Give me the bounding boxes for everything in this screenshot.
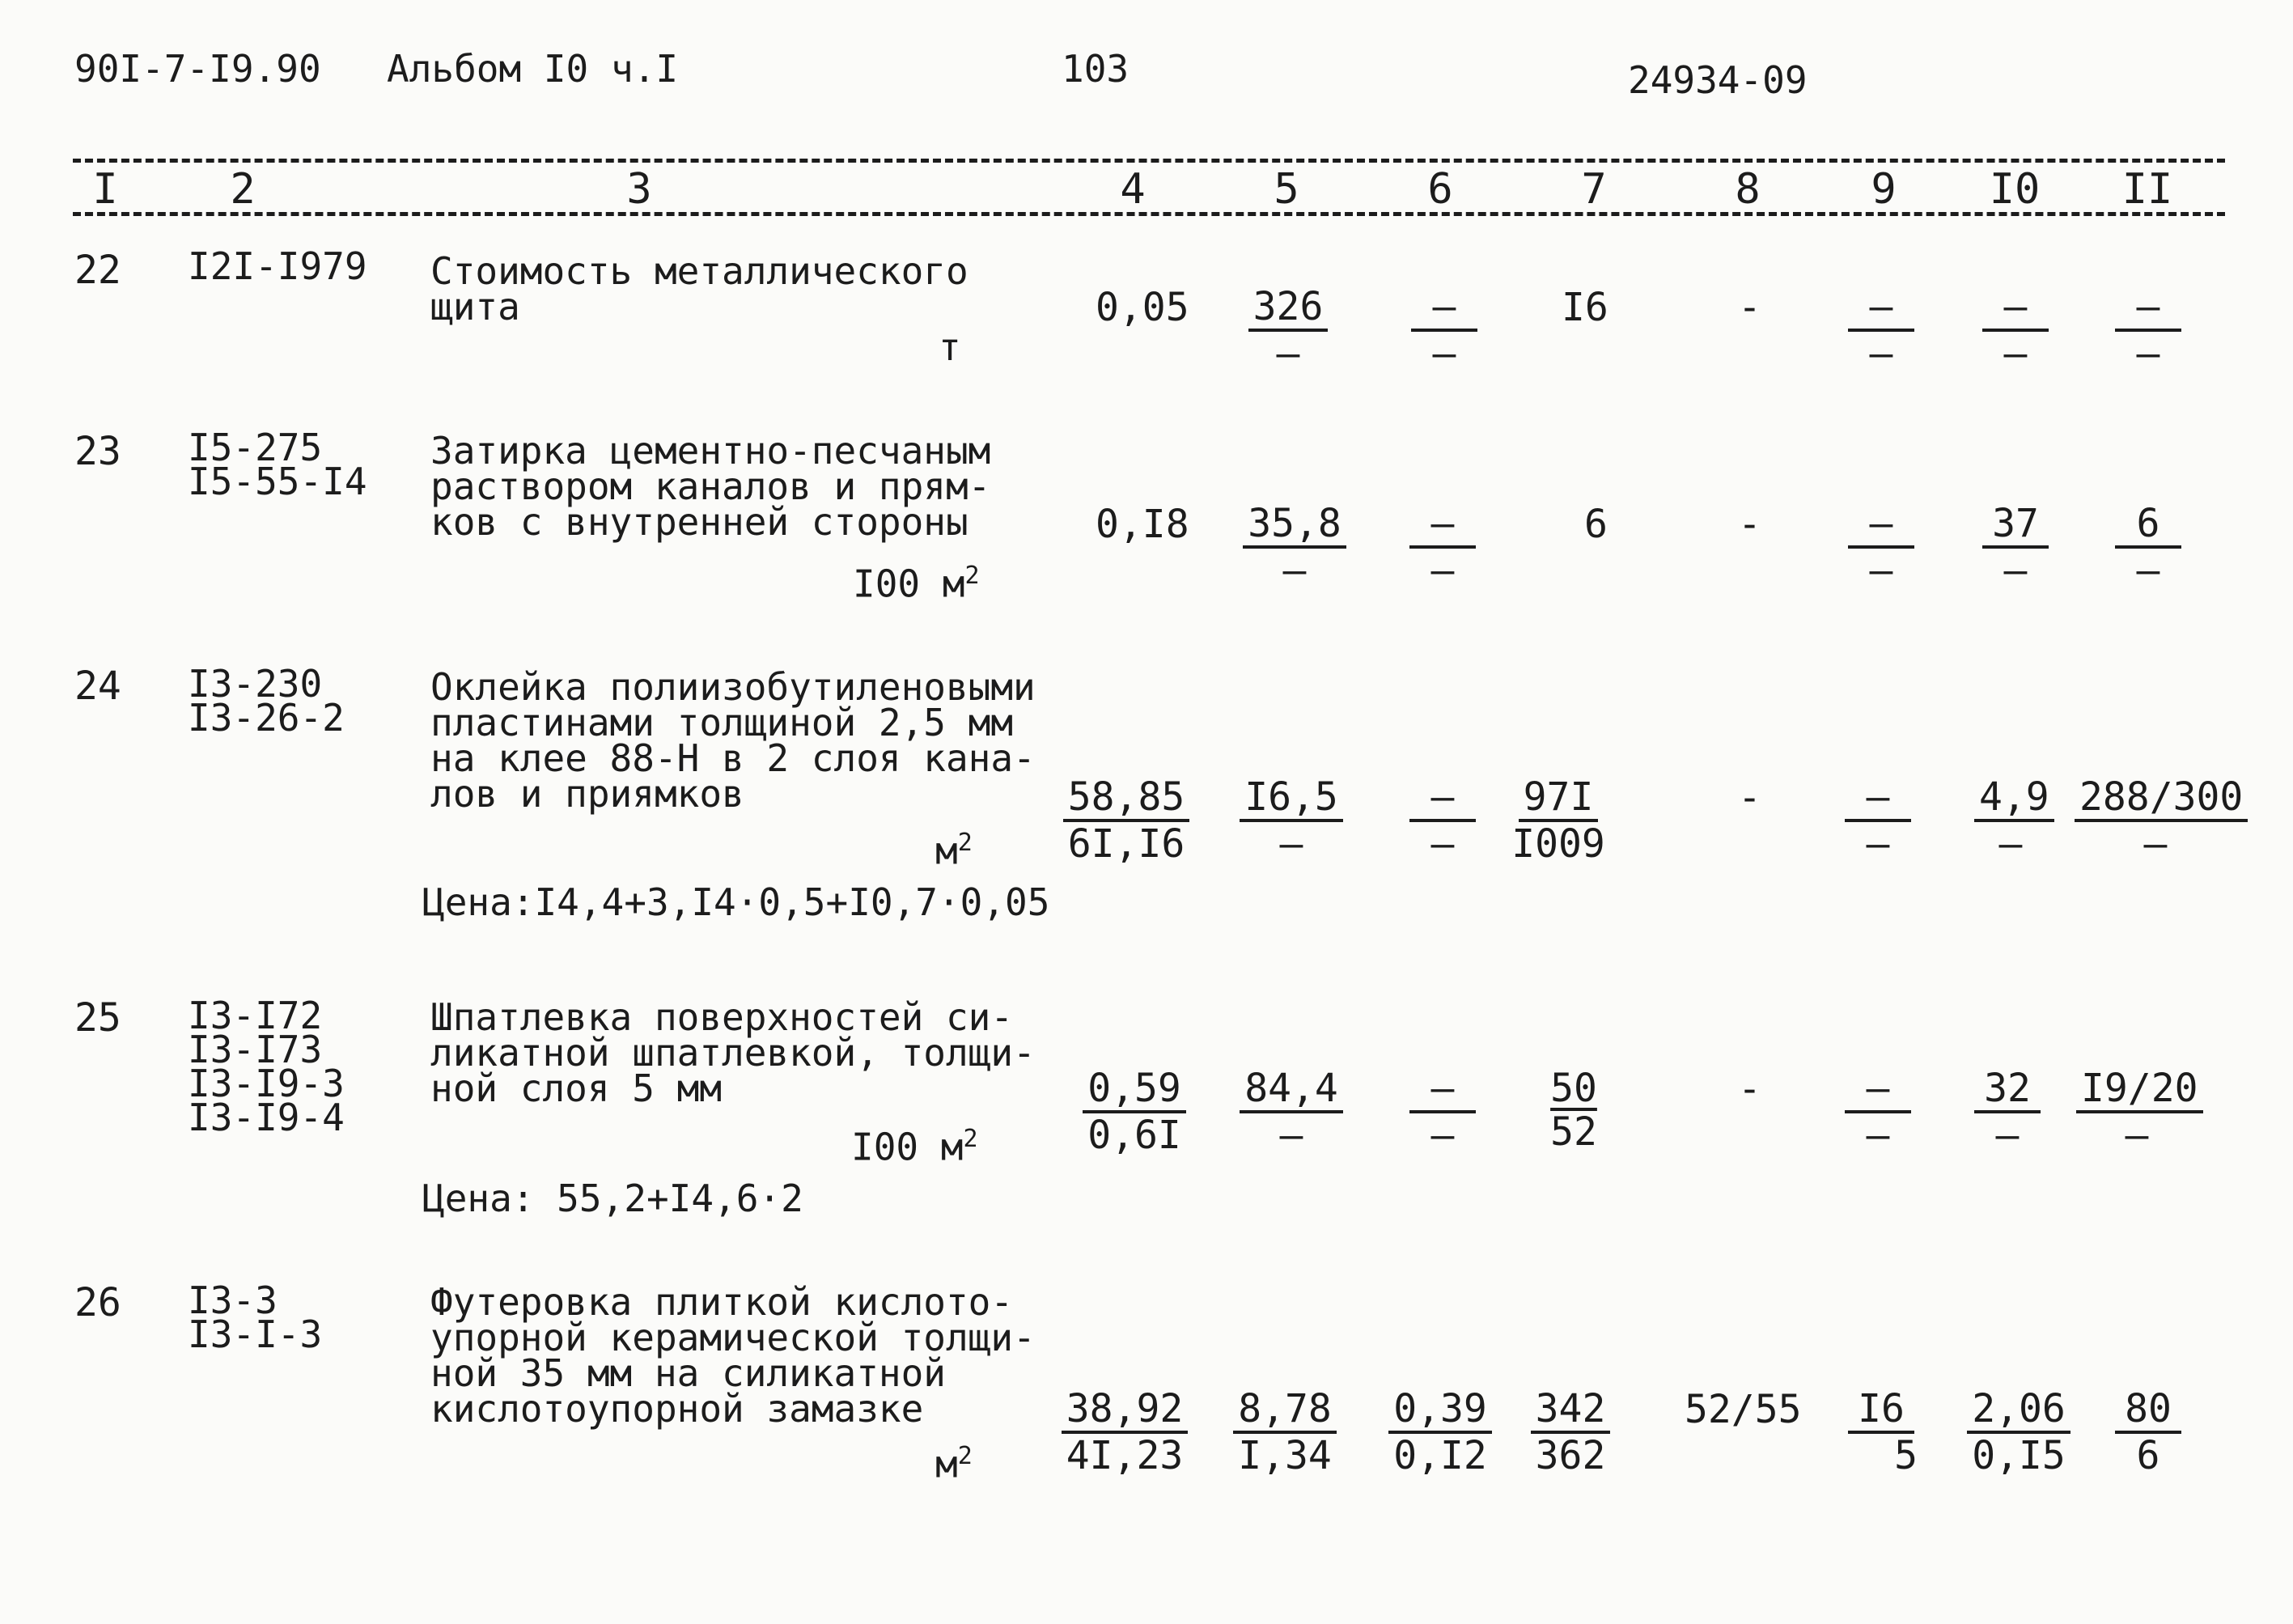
row-desc-line: Футеровка плиткой кислото-	[430, 1280, 1014, 1324]
cell-c9	[1842, 775, 1914, 866]
cell-numerator: 0,39	[1388, 1387, 1492, 1434]
cell-denominator: –	[2136, 548, 2160, 593]
row-number: 24	[74, 664, 121, 709]
cell-c6	[1406, 1066, 1479, 1157]
col-header: 4	[1120, 165, 1146, 214]
cell-numerator: 32	[1974, 1066, 2041, 1113]
cell-c4: 0,I8	[1096, 502, 1189, 547]
col-header: 2	[230, 165, 256, 214]
row-desc-line: упорной керамической толщи-	[430, 1316, 1036, 1359]
cell-numerator: I6	[1848, 1387, 1914, 1434]
row-desc-line: Оклейка полиизобутиленовыми	[430, 665, 1036, 709]
cell-denominator: 362	[1535, 1433, 1606, 1478]
cell-c8: -	[1738, 1066, 1761, 1112]
cell-denominator: –	[2003, 331, 2028, 376]
cell-c5	[1223, 285, 1353, 375]
col-header: 9	[1871, 165, 1897, 214]
cell-denominator: –	[1869, 548, 1893, 593]
col-header: 7	[1581, 165, 1607, 214]
cell-numerator: 80	[2115, 1387, 2181, 1434]
cell-numerator: –	[1409, 775, 1476, 822]
cell-c6	[1408, 285, 1481, 375]
cell-numerator: 288/300	[2075, 775, 2248, 822]
cell-denominator: –	[1276, 331, 1300, 376]
cell-denominator: 5	[1894, 1433, 1918, 1478]
cell-c11	[2112, 285, 2185, 375]
cell-denominator: 4I,23	[1066, 1433, 1184, 1478]
cell-c10	[1971, 1066, 2044, 1157]
cell-c5	[1227, 775, 1356, 866]
cell-denominator: 6	[2136, 1433, 2160, 1478]
row-code: I5-275	[188, 426, 323, 469]
header-top-rule	[73, 159, 2225, 163]
cell-c6	[1406, 502, 1479, 592]
album-label: Альбом I0 ч.I	[387, 47, 679, 91]
cell-c5	[1220, 1387, 1350, 1478]
cell-c4	[1060, 1387, 1189, 1478]
cell-numerator: –	[1848, 285, 1914, 332]
row-number: 25	[74, 995, 121, 1041]
cell-c10	[1979, 285, 2052, 375]
cell-c9	[1845, 285, 1918, 375]
col-header: I	[92, 165, 118, 214]
cell-numerator: 38,92	[1062, 1387, 1189, 1434]
row-desc-line: на клее 88-Н в 2 слоя кана-	[430, 736, 1036, 780]
cell-c5	[1227, 1066, 1356, 1157]
cell-denominator: 6I,I6	[1067, 821, 1185, 867]
cell-denominator: –	[1430, 821, 1455, 867]
row-desc-line: Шпатлевка поверхностей си-	[430, 995, 1014, 1039]
cell-c11	[2075, 774, 2244, 867]
row-desc-line: кислотоупорной замазке	[430, 1387, 924, 1431]
cell-denominator: I009	[1511, 821, 1605, 867]
cell-c8: -	[1738, 285, 1761, 330]
cell-c4: 0,05	[1096, 285, 1189, 330]
col-header: 6	[1427, 165, 1453, 214]
col-header: 5	[1274, 165, 1299, 214]
row-number: 26	[74, 1280, 121, 1325]
cell-numerator: 97I	[1519, 775, 1599, 822]
row-desc-line: ной слоя 5 мм	[430, 1066, 723, 1110]
cell-numerator: 50	[1550, 1066, 1597, 1111]
row-unit: т	[939, 325, 961, 369]
cell-denominator: 52	[1550, 1109, 1597, 1155]
cell-denominator: –	[1279, 821, 1303, 867]
cell-numerator: 84,4	[1240, 1066, 1343, 1113]
row-desc-line: ков с внутренней стороны	[430, 500, 968, 544]
row-number: 23	[74, 429, 121, 474]
cell-c6	[1375, 1387, 1505, 1478]
cell-denominator: 0,6I	[1087, 1113, 1181, 1158]
cell-c9	[1845, 502, 1918, 592]
cell-numerator: 8,78	[1233, 1387, 1337, 1434]
cell-numerator: I6,5	[1240, 775, 1343, 822]
cell-numerator: –	[1845, 775, 1911, 822]
row-desc-line: ной 35 мм на силикатной	[430, 1351, 946, 1395]
cell-c7	[1510, 1387, 1631, 1478]
row-desc-line: ликатной шпатлевкой, толщи-	[430, 1031, 1036, 1075]
cell-numerator: –	[2115, 285, 2181, 332]
cell-c10	[1974, 775, 2047, 866]
cell-c6	[1406, 775, 1479, 866]
cell-numerator: 342	[1531, 1387, 1611, 1434]
cell-numerator: –	[1848, 502, 1914, 549]
row-number: 22	[74, 248, 121, 293]
cell-numerator: 0,59	[1083, 1066, 1186, 1113]
cell-denominator: –	[2136, 331, 2160, 376]
cell-c5	[1230, 502, 1359, 592]
row-code: I3-3	[188, 1278, 278, 1322]
cell-denominator: –	[1995, 1113, 2020, 1158]
cell-denominator: –	[2143, 821, 2168, 867]
row-code: I3-I73	[188, 1028, 323, 1071]
cell-denominator: –	[1869, 331, 1893, 376]
row-desc-line: Затирка цементно-песчаным	[430, 429, 991, 473]
row-price-formula: Цена: 55,2+I4,6·2	[422, 1177, 803, 1220]
cell-denominator: –	[1279, 1113, 1303, 1158]
col-header: II	[2121, 165, 2173, 214]
row-unit: $м^2$	[935, 1442, 973, 1486]
cell-numerator: 58,85	[1063, 775, 1190, 822]
cell-numerator: I9/20	[2076, 1066, 2203, 1113]
col-header: 8	[1735, 165, 1761, 214]
row-desc-line: пластинами толщиной 2,5 мм	[430, 701, 1014, 744]
cell-numerator: 6	[2115, 502, 2181, 549]
cell-numerator: 2,06	[1967, 1387, 2070, 1434]
cell-denominator: 0,I5	[1972, 1433, 2066, 1478]
cell-numerator: 4,9	[1974, 775, 2054, 822]
row-desc-line: лов и приямков	[430, 772, 744, 816]
cell-denominator: –	[1866, 821, 1890, 867]
cell-c4	[1070, 1066, 1199, 1157]
cell-c8: -	[1738, 775, 1761, 820]
cell-numerator: 37	[1982, 502, 2049, 549]
cell-c9	[1845, 1387, 1918, 1478]
cell-c7	[1494, 775, 1623, 866]
cell-c11	[2112, 502, 2185, 592]
document-code: 90I-7-I9.90	[74, 47, 321, 91]
row-desc-line: раствором каналов и прям-	[430, 464, 991, 508]
cell-denominator: –	[1866, 1113, 1890, 1158]
row-code: I2I-I979	[188, 244, 367, 288]
cell-numerator: 326	[1248, 285, 1329, 332]
cell-denominator: –	[1430, 548, 1455, 593]
row-code: I3-I-3	[188, 1312, 323, 1356]
row-unit: $м^2$	[935, 829, 973, 873]
cell-c9	[1842, 1066, 1914, 1157]
row-code: I3-I9-3	[188, 1062, 345, 1105]
row-unit: I00 $м^2$	[851, 1125, 978, 1169]
cell-denominator: –	[2125, 1113, 2149, 1158]
cell-denominator: I,34	[1238, 1433, 1332, 1478]
row-price-formula: Цена:I4,4+3,I4·0,5+I0,7·0,05	[422, 880, 1050, 924]
cell-numerator: –	[1411, 285, 1477, 332]
cell-denominator: –	[2003, 548, 2028, 593]
cell-c7: I6	[1562, 285, 1608, 330]
cell-numerator: 35,8	[1243, 502, 1346, 549]
col-header: I0	[1989, 165, 2041, 214]
row-desc-line: Стоимость металлического	[430, 249, 968, 293]
cell-denominator: –	[1432, 331, 1456, 376]
row-code: I3-26-2	[188, 696, 345, 740]
cell-c10	[1979, 502, 2052, 592]
cell-c7	[1513, 1066, 1634, 1154]
cell-c11	[2112, 1387, 2185, 1478]
cell-denominator: –	[1430, 1113, 1455, 1158]
cell-numerator: –	[1845, 1066, 1911, 1113]
cell-numerator: –	[1409, 502, 1476, 549]
cell-c8: -	[1738, 502, 1761, 547]
cell-numerator: –	[1409, 1066, 1476, 1113]
page-number: 103	[1062, 47, 1130, 91]
cell-c10	[1958, 1387, 2079, 1478]
cell-c4	[1062, 775, 1191, 866]
inventory-number: 24934-09	[1628, 58, 1808, 102]
cell-denominator: –	[1998, 821, 2023, 867]
row-code: I5-55-I4	[188, 460, 367, 503]
col-header: 3	[626, 165, 652, 214]
cell-numerator: –	[1982, 285, 2049, 332]
cell-denominator: 0,I2	[1393, 1433, 1487, 1478]
row-code: I3-230	[188, 662, 323, 706]
row-unit: I00 $м^2$	[853, 562, 980, 606]
row-desc-line: щита	[430, 285, 520, 329]
cell-c11	[2076, 1066, 2198, 1157]
row-code: I3-I72	[188, 994, 323, 1037]
row-code: I3-I9-4	[188, 1096, 345, 1139]
cell-c7: 6	[1584, 502, 1608, 547]
cell-denominator: –	[1282, 548, 1307, 593]
cell-c8: 52/55	[1685, 1387, 1802, 1432]
